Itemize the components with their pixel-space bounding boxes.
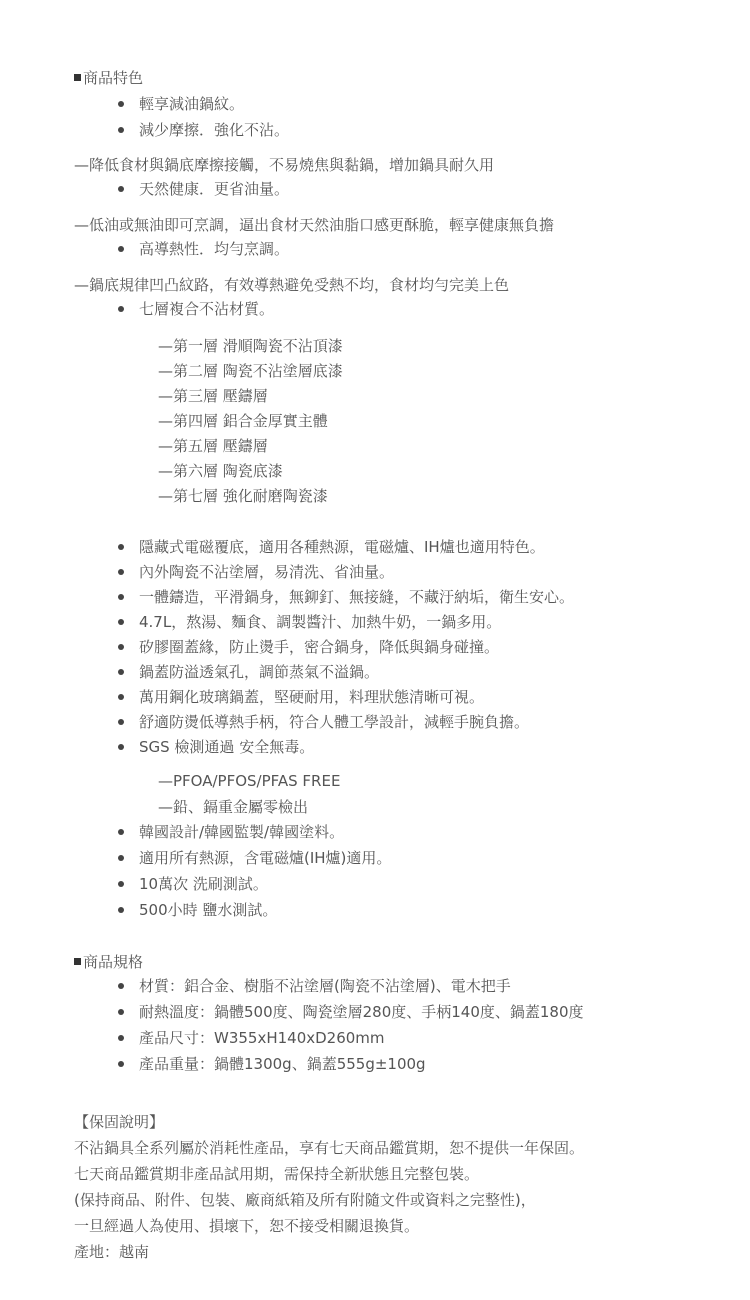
- origin-text: 產地：越南: [74, 1243, 150, 1261]
- warranty-line: 七天商品鑑賞期非產品試用期，需保持全新狀態且完整包裝。: [74, 1165, 480, 1183]
- bullet-icon: [118, 694, 124, 700]
- feature-bullet: 輕享減油鍋紋。: [139, 95, 245, 113]
- bullet-icon: [118, 594, 124, 600]
- feature-bullet: SGS 檢測通過 安全無毒。: [139, 738, 315, 756]
- layer-item: —第五層 壓鑄層: [158, 437, 268, 455]
- layer-item: —第七層 強化耐磨陶瓷漆: [158, 487, 328, 505]
- bullet-icon: [118, 1035, 124, 1041]
- bullet-icon: [118, 1061, 124, 1067]
- bullet-icon: [118, 186, 124, 192]
- bullet-icon: [118, 983, 124, 989]
- bullet-icon: [118, 127, 124, 133]
- features-heading: [74, 68, 143, 88]
- feature-bullet: 七層複合不沾材質。: [139, 300, 275, 318]
- bullet-icon: [118, 719, 124, 725]
- feature-bullet: 天然健康．更省油量。: [139, 180, 290, 198]
- layer-item: —第一層 滑順陶瓷不沾頂漆: [158, 337, 343, 355]
- bullet-icon: [118, 246, 124, 252]
- square-bullet-icon: [74, 74, 81, 81]
- spec-item: 產品尺寸：W355xH140xD260mm: [139, 1029, 385, 1047]
- safety-note: —鉛、鎘重金屬零檢出: [158, 798, 309, 816]
- safety-note: —PFOA/PFOS/PFAS FREE: [158, 772, 341, 790]
- spec-item: 產品重量：鍋體1300g、鍋蓋555g±100g: [139, 1055, 426, 1073]
- bullet-icon: [118, 669, 124, 675]
- layer-item: —第四層 鋁合金厚實主體: [158, 412, 328, 430]
- layer-item: —第二層 陶瓷不沾塗層底漆: [158, 362, 343, 380]
- layer-item: —第六層 陶瓷底漆: [158, 462, 283, 480]
- bullet-icon: [118, 101, 124, 107]
- bullet-icon: [118, 569, 124, 575]
- feature-bullet: 高導熱性．均勻烹調。: [139, 240, 290, 258]
- feature-note: —降低食材與鍋底摩擦接觸，不易燒焦與黏鍋，增加鍋具耐久用: [74, 156, 495, 174]
- warranty-heading: 【保固說明】: [74, 1113, 165, 1131]
- bullet-icon: [118, 544, 124, 550]
- bullet-icon: [118, 1009, 124, 1015]
- feature-bullet: 鍋蓋防溢透氣孔，調節蒸氣不溢鍋。: [139, 663, 380, 681]
- bullet-icon: [118, 619, 124, 625]
- bullet-icon: [118, 744, 124, 750]
- square-bullet-icon: [74, 958, 81, 965]
- feature-bullet: 減少摩擦．強化不沾。: [139, 121, 290, 139]
- layer-item: —第三層 壓鑄層: [158, 387, 268, 405]
- feature-note: —鍋底規律凹凸紋路，有效導熱避免受熱不均，食材均勻完美上色: [74, 276, 510, 294]
- spec-item: 耐熱溫度：鍋體500度、陶瓷塗層280度、手柄140度、鍋蓋180度: [139, 1003, 584, 1021]
- feature-bullet: 韓國設計/韓國監製/韓國塗料。: [139, 823, 345, 841]
- feature-bullet: 一體鑄造，平滑鍋身，無鉚釘、無接縫，不藏汙納垢，衛生安心。: [139, 588, 575, 606]
- bullet-icon: [118, 855, 124, 861]
- specs-heading-text: 商品規格: [83, 953, 144, 971]
- feature-bullet: 500小時 鹽水測試。: [139, 901, 278, 919]
- bullet-icon: [118, 907, 124, 913]
- feature-bullet: 矽膠圈蓋緣，防止燙手，密合鍋身，降低與鍋身碰撞。: [139, 638, 500, 656]
- feature-bullet: 隱藏式電磁覆底，適用各種熱源，電磁爐、IH爐也適用特色。: [139, 538, 545, 556]
- feature-bullet: 舒適防燙低導熱手柄，符合人體工學設計，減輕手腕負擔。: [139, 713, 530, 731]
- bullet-icon: [118, 306, 124, 312]
- feature-bullet: 內外陶瓷不沾塗層，易清洗、省油量。: [139, 563, 395, 581]
- warranty-line: 一旦經過人為使用、損壞下，恕不接受相關退換貨。: [74, 1217, 420, 1235]
- bullet-icon: [118, 644, 124, 650]
- warranty-line: 不沾鍋具全系列屬於消耗性產品，享有七天商品鑑賞期，恕不提供一年保固。: [74, 1139, 585, 1157]
- bullet-icon: [118, 881, 124, 887]
- bullet-icon: [118, 829, 124, 835]
- specs-heading: [74, 952, 143, 972]
- feature-bullet: 適用所有熱源，含電磁爐(IH爐)適用。: [139, 849, 392, 867]
- features-heading-text: 商品特色: [83, 69, 144, 87]
- feature-bullet: 4.7L，熬湯、麵食、調製醬汁、加熱牛奶，一鍋多用。: [139, 613, 502, 631]
- feature-bullet: 萬用鋼化玻璃鍋蓋，堅硬耐用，料理狀態清晰可視。: [139, 688, 485, 706]
- warranty-line: (保持商品、附件、包裝、廠商紙箱及所有附隨文件或資料之完整性)，: [74, 1191, 536, 1209]
- feature-note: —低油或無油即可烹調，逼出食材天然油脂口感更酥脆，輕享健康無負擔: [74, 216, 555, 234]
- feature-bullet: 10萬次 洗刷測試。: [139, 875, 268, 893]
- spec-item: 材質：鋁合金、樹脂不沾塗層(陶瓷不沾塗層)、電木把手: [139, 977, 511, 995]
